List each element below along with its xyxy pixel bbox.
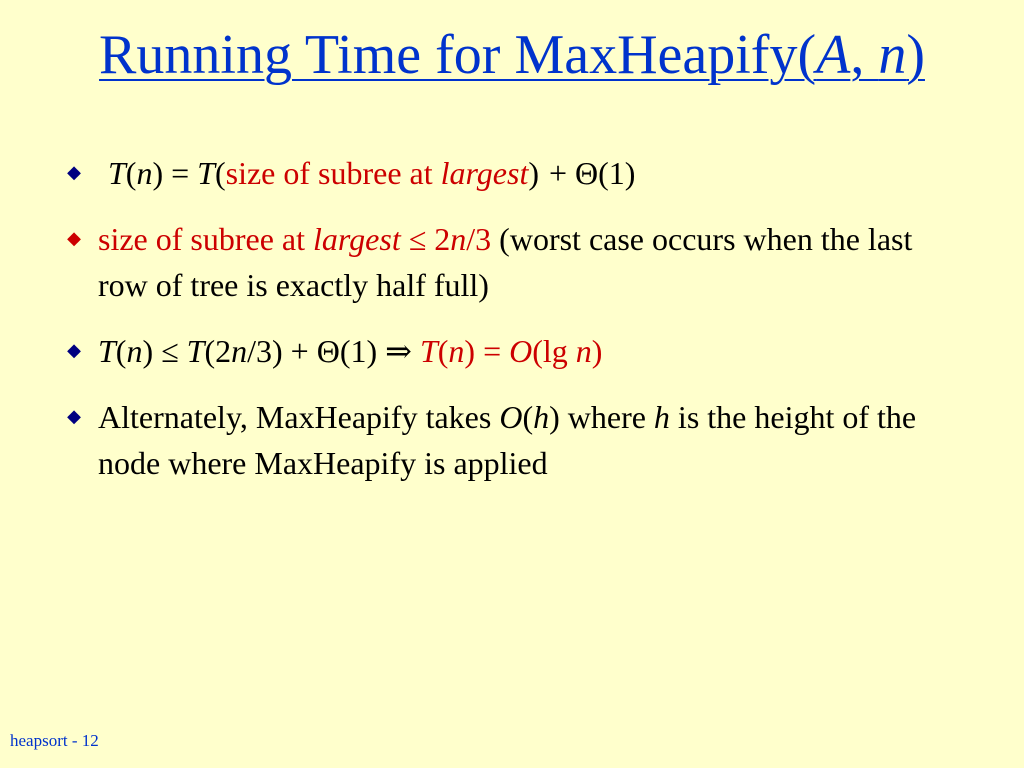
- bound-result-close: ): [591, 333, 603, 369]
- bound-result-open: (: [437, 333, 449, 369]
- recurrence-open2: (: [214, 155, 226, 191]
- bullet-list: [62, 150, 962, 506]
- recurrence-close2: ): [528, 155, 539, 191]
- subtree-largest: largest: [313, 221, 401, 257]
- slide-title: [0, 22, 1024, 88]
- alternate-text-b: where: [559, 399, 654, 435]
- bound-n: n: [126, 333, 143, 369]
- bound-result-eq: ) =: [464, 333, 510, 369]
- recurrence-open: (: [125, 155, 137, 191]
- subtree-size-text: size of subree at: [98, 221, 314, 257]
- subtree-n: n: [450, 221, 467, 257]
- recurrence-eq: ) =: [152, 155, 198, 191]
- alternate-close: ): [549, 399, 560, 435]
- subtree-worst-case-text: (worst case occurs when the last row of tree is exactly half full): [98, 221, 913, 303]
- diamond-bullet-icon: ◆: [67, 228, 81, 249]
- diamond-bullet-icon: ◆: [67, 162, 81, 183]
- bound-result-n2: n: [575, 333, 592, 369]
- title-arg-a: A: [816, 24, 851, 86]
- bullet-item-alternate: [62, 394, 962, 486]
- bound-result-t: T: [419, 333, 438, 369]
- bullet-item-subtree-size: [62, 216, 962, 308]
- title-text: Running Time for MaxHeapify(: [99, 24, 817, 86]
- slide-footer: heapsort - 12: [10, 731, 99, 750]
- bound-open: (: [115, 333, 127, 369]
- bound-result-lg: (lg: [532, 333, 576, 369]
- alternate-o: O: [499, 399, 523, 435]
- alternate-open: (: [522, 399, 534, 435]
- bullet-item-recurrence: [62, 150, 962, 196]
- recurrence-subtree-text: size of subree at: [225, 155, 441, 191]
- title-separator: ,: [850, 24, 879, 86]
- bullet-item-bound: [62, 328, 962, 374]
- bound-mid: /3) + Θ(1) ⇒: [247, 333, 420, 369]
- recurrence-largest: largest: [440, 155, 529, 191]
- bound-n2: n: [231, 333, 248, 369]
- recurrence-theta: + Θ(1): [548, 155, 636, 191]
- diamond-bullet-icon: ◆: [67, 340, 81, 361]
- alternate-h2: h: [653, 399, 670, 435]
- alternate-text-a: Alternately, MaxHeapify takes: [98, 399, 500, 435]
- bound-t2: T: [186, 333, 205, 369]
- bound-result-n: n: [448, 333, 465, 369]
- recurrence-n: n: [136, 155, 153, 191]
- title-arg-n: n: [878, 24, 907, 86]
- recurrence-t2: T: [197, 155, 215, 191]
- alternate-h: h: [533, 399, 550, 435]
- subtree-div: /3: [466, 221, 492, 257]
- diamond-bullet-icon: ◆: [67, 406, 81, 427]
- recurrence-t: T: [108, 155, 126, 191]
- subtree-le: ≤ 2: [400, 221, 451, 257]
- bound-result-o: O: [509, 333, 533, 369]
- title-close-paren: ): [906, 24, 925, 86]
- bound-t: T: [98, 333, 116, 369]
- alternate-text-c: is the height of the node where MaxHeapify is applied: [98, 399, 917, 481]
- bound-open2: (2: [204, 333, 232, 369]
- bound-le: ) ≤: [142, 333, 187, 369]
